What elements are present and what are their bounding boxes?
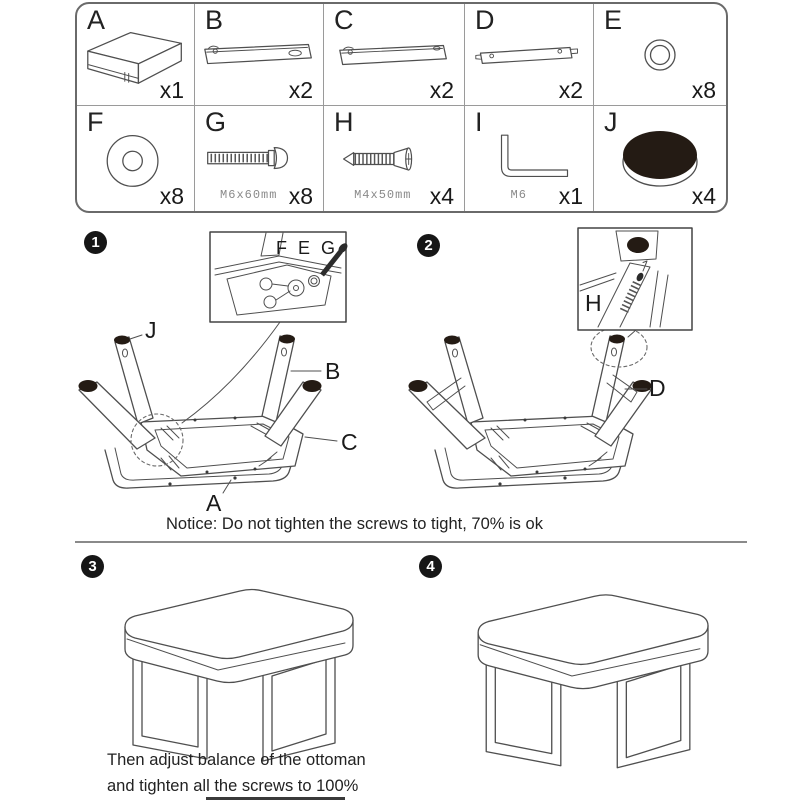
step-2-inset-label: H — [585, 290, 602, 316]
part-count: x2 — [429, 77, 454, 103]
step-4-badge: 4 — [419, 555, 442, 578]
part-label: B — [205, 5, 224, 35]
long-rail-b-icon — [201, 39, 317, 71]
part-cell-c — [324, 4, 465, 106]
section-divider — [75, 541, 747, 543]
part-callout-c: C — [341, 429, 358, 455]
part-spec: M6 — [510, 188, 527, 202]
part-callout-a: A — [206, 490, 222, 516]
part-callout-j: J — [145, 317, 157, 343]
side-stretcher-icon — [473, 41, 585, 69]
step-1-badge: 1 — [84, 231, 107, 254]
step-1-inset-label: F E G — [276, 238, 339, 258]
part-count: x8 — [288, 183, 313, 209]
part-label: D — [475, 5, 495, 35]
step-1-diagram — [75, 225, 395, 517]
step-3-badge: 3 — [81, 555, 104, 578]
part-callout-d: D — [649, 375, 666, 401]
step-2-diagram — [400, 225, 730, 517]
part-cell-b — [195, 4, 324, 106]
screw-icon — [339, 138, 449, 180]
notice-text: Notice: Do not tighten the screws to tight, 70% is ok — [166, 515, 543, 533]
part-label: F — [87, 107, 104, 137]
part-count: x8 — [159, 183, 184, 209]
part-label: J — [604, 107, 618, 137]
part-label: G — [205, 107, 227, 137]
part-count: x1 — [558, 183, 583, 209]
part-label: E — [604, 5, 623, 35]
part-spec: M4x50mm — [354, 188, 412, 202]
part-count: x8 — [691, 77, 716, 103]
step-4-diagram — [458, 580, 710, 772]
part-count: x2 — [288, 77, 313, 103]
long-rail-c-icon — [336, 39, 452, 71]
part-cell-i — [465, 106, 594, 211]
part-cell-f — [77, 106, 195, 211]
part-cell-j — [594, 106, 726, 211]
footer-line-2: and tighten all the screws to 100% — [107, 777, 359, 795]
hex-key-icon — [474, 128, 584, 190]
step-2-badge: 2 — [417, 234, 440, 257]
part-count: x4 — [429, 183, 454, 209]
part-cell-g — [195, 106, 324, 211]
parts-table — [75, 2, 728, 213]
part-count: x2 — [558, 77, 583, 103]
part-cell-e — [594, 4, 726, 106]
part-spec: M6x60mm — [220, 188, 278, 202]
part-count: x1 — [159, 77, 184, 103]
part-cell-d — [465, 4, 594, 106]
part-callout-b: B — [325, 358, 341, 384]
bolt-icon — [202, 134, 316, 184]
step-3-diagram — [105, 575, 355, 765]
footer-line-1: Then adjust balance of the ottoman — [107, 751, 366, 769]
part-count: x4 — [691, 183, 716, 209]
part-label: H — [334, 107, 354, 137]
part-cell-a — [77, 4, 195, 106]
part-label: A — [87, 5, 106, 35]
part-label: C — [334, 5, 354, 35]
part-label: I — [475, 107, 483, 137]
part-cell-h — [324, 106, 465, 211]
